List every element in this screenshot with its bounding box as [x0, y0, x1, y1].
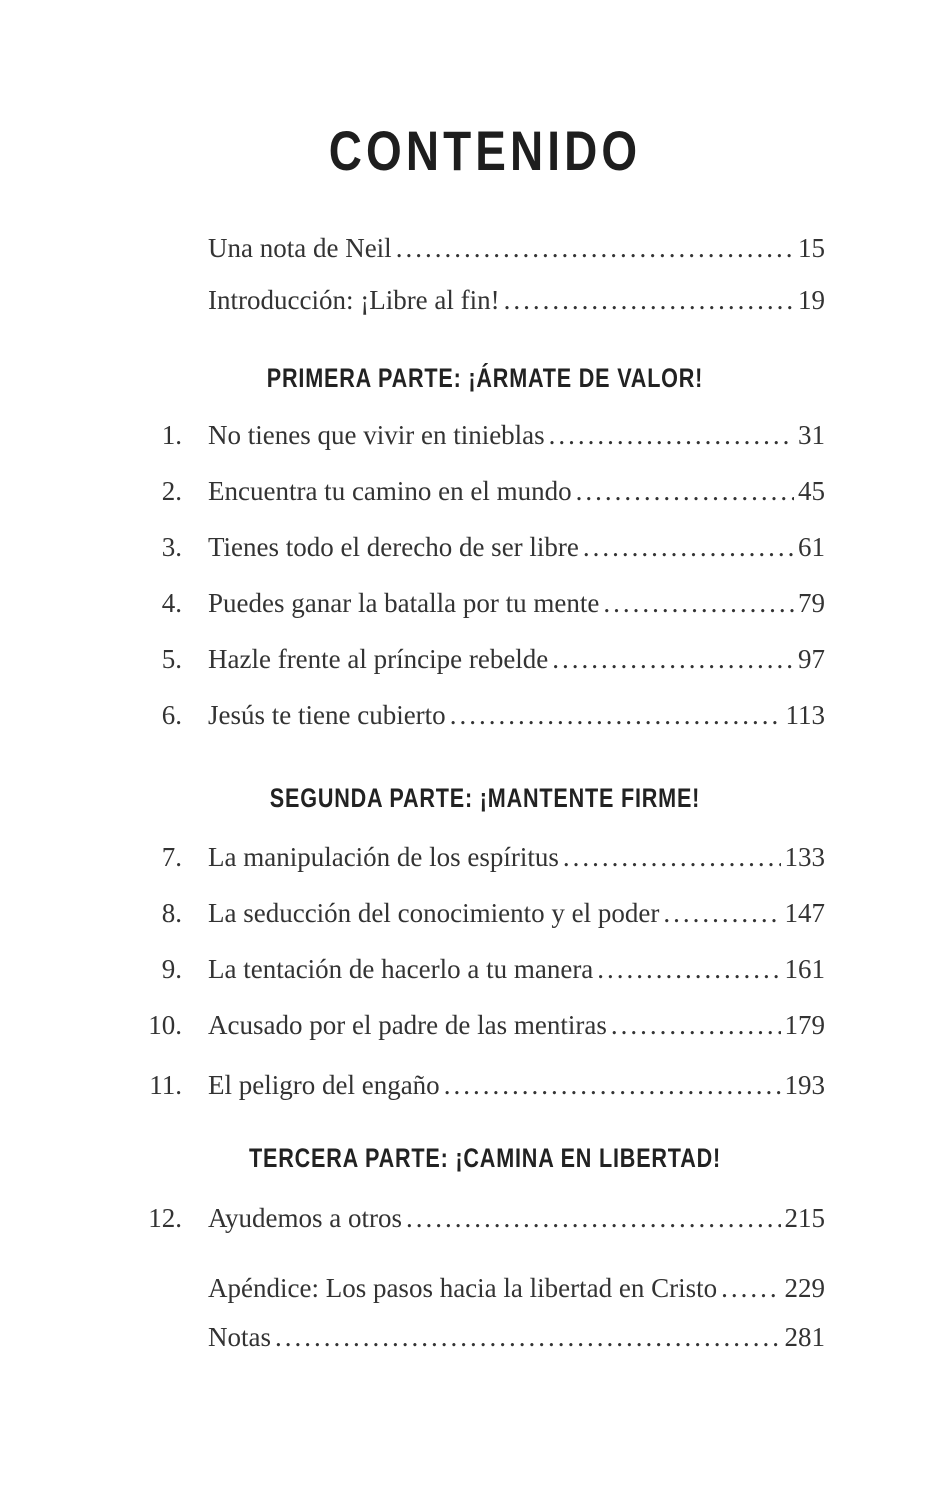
page-number: 161	[784, 954, 825, 984]
toc-entry[interactable]	[120, 233, 825, 267]
page-title: CONTENIDO	[328, 119, 642, 182]
chapter-number: 7.	[161, 842, 182, 872]
dot-leader	[583, 532, 794, 563]
page-number: 215	[784, 1203, 825, 1233]
part-heading: PRIMERA PARTE: ¡ÁRMATE DE VALOR!	[266, 363, 704, 393]
dot-leader	[444, 1070, 781, 1101]
chapter-number: 4.	[161, 588, 182, 618]
dot-leader	[275, 1322, 781, 1353]
page-number: 281	[784, 1322, 825, 1352]
entry-title: No tienes que vivir en tinieblas	[208, 420, 545, 450]
page-number: 229	[784, 1273, 825, 1303]
chapter-number: 6.	[161, 700, 182, 730]
page-number: 147	[784, 898, 825, 928]
toc-entry[interactable]	[120, 898, 825, 932]
page-number: 45	[798, 476, 825, 506]
entry-title: La seducción del conocimiento y el poder	[208, 898, 660, 928]
dot-leader	[611, 1010, 781, 1041]
entry-title: Hazle frente al príncipe rebelde	[208, 644, 549, 674]
dot-leader	[450, 700, 782, 731]
page-number: 31	[798, 420, 825, 450]
toc-entry[interactable]	[120, 842, 825, 876]
entry-title: Ayudemos a otros	[208, 1203, 402, 1233]
entry-title: Introducción: ¡Libre al fin!	[208, 285, 500, 315]
entry-title: Acusado por el padre de las mentiras	[208, 1010, 607, 1040]
chapter-number: 1.	[161, 420, 182, 450]
page-number: 133	[784, 842, 825, 872]
toc-entry[interactable]	[120, 1070, 825, 1104]
chapter-number: 5.	[161, 644, 182, 674]
part-heading: SEGUNDA PARTE: ¡MANTENTE FIRME!	[269, 783, 701, 813]
entry-title: Una nota de Neil	[208, 233, 392, 263]
dot-leader	[504, 285, 794, 316]
dot-leader	[576, 476, 794, 507]
page-number: 193	[784, 1070, 825, 1100]
entry-title: La manipulación de los espíritus	[208, 842, 559, 872]
dot-leader	[549, 420, 794, 451]
toc-entry[interactable]	[120, 1273, 825, 1307]
entry-title: Tienes todo el derecho de ser libre	[208, 532, 579, 562]
dot-leader	[563, 842, 781, 873]
toc-entry[interactable]	[120, 700, 825, 734]
dot-leader	[552, 644, 794, 675]
toc-entry[interactable]	[120, 644, 825, 678]
entry-title: Apéndice: Los pasos hacia la libertad en Cristo	[208, 1273, 718, 1303]
toc-entry[interactable]	[120, 285, 825, 319]
page-number: 19	[798, 285, 825, 315]
chapter-number: 2.	[161, 476, 182, 506]
page-number: 79	[798, 588, 825, 618]
toc-entry[interactable]	[120, 1203, 825, 1237]
dot-leader	[396, 233, 794, 264]
chapter-number: 3.	[161, 532, 182, 562]
dot-leader	[721, 1273, 780, 1304]
entry-title: Puedes ganar la batalla por tu mente	[208, 588, 600, 618]
toc-entry[interactable]	[120, 1322, 825, 1356]
toc-entry[interactable]	[120, 420, 825, 454]
chapter-number: 8.	[161, 898, 182, 928]
entry-title: La tentación de hacerlo a tu manera	[208, 954, 594, 984]
chapter-number: 10.	[148, 1010, 182, 1040]
dot-leader	[597, 954, 780, 985]
part-heading: TERCERA PARTE: ¡CAMINA EN LIBERTAD!	[249, 1143, 721, 1173]
entry-title: Encuentra tu camino en el mundo	[208, 476, 572, 506]
page-number: 179	[784, 1010, 825, 1040]
chapter-number: 12.	[148, 1203, 182, 1233]
page-number: 15	[798, 233, 825, 263]
dot-leader	[406, 1203, 781, 1234]
chapter-number: 9.	[161, 954, 182, 984]
page-number: 113	[785, 700, 825, 730]
entry-title: Jesús te tiene cubierto	[208, 700, 446, 730]
page-number: 61	[798, 532, 825, 562]
toc-entry[interactable]	[120, 588, 825, 622]
toc-entry[interactable]	[120, 1010, 825, 1044]
dot-leader	[663, 898, 780, 929]
entry-title: Notas	[208, 1322, 271, 1352]
toc-entry[interactable]	[120, 954, 825, 988]
chapter-number: 11.	[149, 1070, 182, 1100]
dot-leader	[603, 588, 794, 619]
toc-entry[interactable]	[120, 532, 825, 566]
entry-title: El peligro del engaño	[208, 1070, 440, 1100]
page-number: 97	[798, 644, 825, 674]
toc-entry[interactable]	[120, 476, 825, 510]
